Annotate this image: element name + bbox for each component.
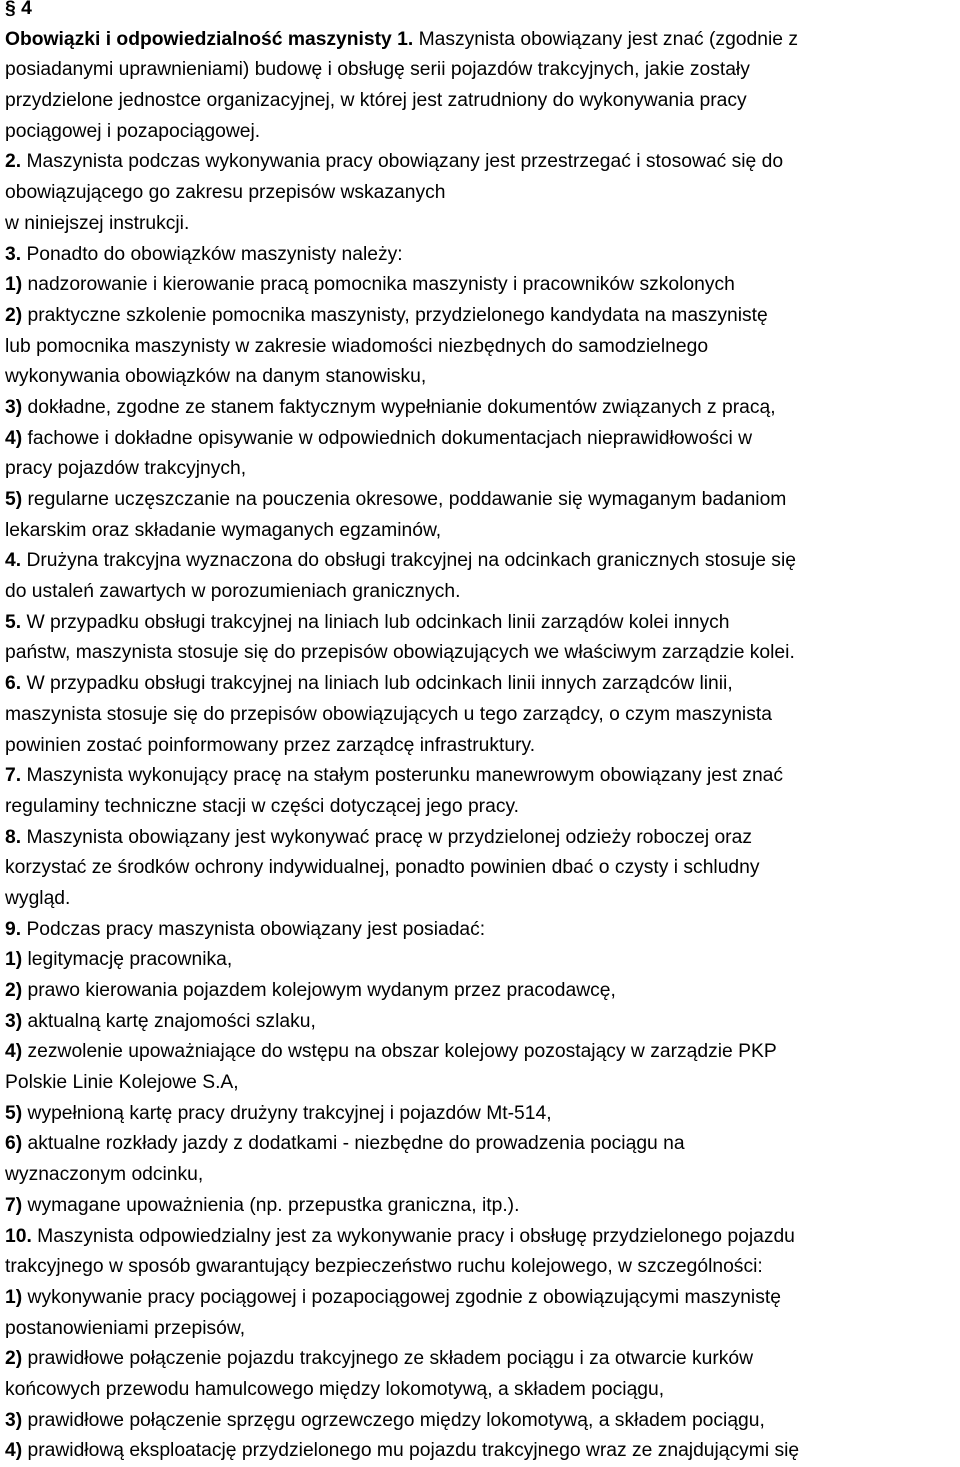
text-run: lekarskim oraz składanie wymaganych egzaminów, [5,519,442,541]
text-line [5,25,957,56]
text-run: maszynista stosuje się do przepisów obowiązujących u tego zarządcy, o czym maszynista [5,703,772,725]
text-line [5,362,957,393]
text-run: prawidłowe połączenie pojazdu trakcyjnego ze składem pociągu i za otwarcie kurków [22,1348,754,1370]
text-run: trakcyjnego w sposób gwarantujący bezpieczeństwo ruchu kolejowego, w szczególności: [5,1256,763,1278]
text-run: powinien zostać poinformowany przez zarządcę infrastruktury. [5,734,536,756]
text-line [5,1129,957,1160]
bold-text-run: 3) [5,1409,23,1431]
text-line [5,301,957,332]
text-run: wykonywanie pracy pociągowej i pozapociągowej zgodnie z obowiązującymi maszynistę [22,1286,781,1308]
text-run: zezwolenie upoważniające do wstępu na obszar kolejowy pozostający w zarządzie PKP [22,1041,777,1063]
text-line [5,546,957,577]
text-run: państw, maszynista stosuje się do przepisów obowiązujących we właściwym zarządzie kolei. [5,642,795,664]
text-line [5,884,957,915]
text-line [5,55,957,86]
text-line [5,823,957,854]
bold-text-run: 3) [5,1010,23,1032]
bold-text-run: 3. [5,243,22,265]
bold-text-run: 5. [5,611,22,633]
text-run: Maszynista wykonujący pracę na stałym posterunku manewrowym obowiązany jest znać [21,765,784,787]
bold-text-run: 1) [5,274,23,296]
text-line [5,178,957,209]
text-line [5,1222,957,1253]
text-run: wymagane upoważnienia (np. przepustka graniczna, itp.). [22,1194,520,1216]
text-line [5,669,957,700]
text-line [5,1283,957,1314]
text-run: postanowieniami przepisów, [5,1317,246,1339]
text-run: regulaminy techniczne stacji w części dotyczącej jego pracy. [5,795,520,817]
text-run: wygląd. [5,887,71,909]
text-line [5,1007,957,1038]
text-run: dokładne, zgodne ze stanem faktycznym wypełnianie dokumentów związanych z pracą, [22,396,776,418]
bold-text-run: 5) [5,489,23,510]
text-run: w niniejszej instrukcji. [5,212,190,234]
text-run: Drużyna trakcyjna wyznaczona do obsługi trakcyjnej na odcinkach granicznych stosuje się [21,550,796,572]
text-line [5,853,957,884]
text-line [5,270,957,301]
text-run: Maszynista obowiązany jest wykonywać pracę w przydzielonej odzieży roboczej oraz [21,826,752,848]
text-line [5,424,957,455]
text-line [5,1406,957,1437]
bold-text-run: 8. [5,826,22,848]
text-run: wyznaczonym odcinku, [5,1164,204,1186]
text-line [5,117,957,148]
text-line [5,761,957,792]
text-line [5,393,957,424]
bold-text-run: 4. [5,550,22,572]
text-run: aktualne rozkłady jazdy z dodatkami - niezbędne do prowadzenia pociągu na [22,1133,685,1155]
bold-text-run: 10. [5,1225,32,1247]
text-line [5,945,957,976]
bold-text-run: 2) [5,304,23,326]
text-run: W przypadku obsługi trakcyjnej na liniach lub odcinkach linii innych zarządców linii, [21,673,733,695]
text-run: końcowych przewodu hamulcowego między lokomotywą, a składem pociągu, [5,1378,665,1400]
bold-text-run: 7) [5,1194,23,1216]
bold-text-run: 5) [5,1102,23,1124]
bold-text-run: Obowiązki i odpowiedzialność maszynisty 1. [5,28,414,50]
text-line [5,638,957,669]
text-run: prawidłową eksploatację przydzielonego mu pojazdu trakcyjnego wraz ze znajdującymi się [22,1440,800,1462]
bold-text-run: 2) [5,1348,23,1370]
text-run: pociągowej i pozapociągowej. [5,120,261,142]
text-run: pracy pojazdów trakcyjnych, [5,458,247,480]
bold-text-run: § 4 [5,0,32,19]
text-run: fachowe i dokładne opisywanie w odpowiednich dokumentacjach nieprawidłowości w [22,427,753,449]
text-run: wypełnioną kartę pracy drużyny trakcyjnej i pojazdów Mt-514, [22,1102,552,1124]
text-line [5,86,957,117]
text-run: regularne uczęszczanie na pouczenia okresowe, poddawanie się wymaganym badaniom [22,489,787,510]
text-line [5,1344,957,1375]
text-line [5,1068,957,1099]
text-run: W przypadku obsługi trakcyjnej na liniach lub odcinkach linii zarządów kolei innych [21,611,730,633]
text-run: posiadanymi uprawnieniami) budowę i obsługę serii pojazdów trakcyjnych, jakie zostały [5,59,750,81]
text-line [5,1037,957,1068]
text-line [5,1436,957,1467]
bold-text-run: 6. [5,673,22,695]
text-line [5,792,957,823]
text-line [5,1252,957,1283]
text-line [5,1191,957,1222]
text-run: Maszynista podczas wykonywania pracy obowiązany jest przestrzegać i stosować się do [21,151,784,173]
text-line [5,240,957,271]
text-run: Maszynista odpowiedzialny jest za wykonywanie pracy i obsługę przydzielonego pojazdu [31,1225,795,1247]
bold-text-run: 1) [5,949,23,971]
text-run: do ustaleń zawartych w porozumieniach granicznych. [5,581,461,603]
document-text [5,0,957,1467]
bold-text-run: 9. [5,918,22,940]
text-run: Maszynista obowiązany jest znać (zgodnie z [413,28,798,50]
text-run: wykonywania obowiązków na danym stanowisku, [5,366,427,388]
text-line [5,731,957,762]
bold-text-run: 2. [5,151,22,173]
text-run: Ponadto do obowiązków maszynisty należy: [21,243,403,265]
text-run: legitymację pracownika, [22,949,233,971]
text-run: obowiązującego go zakresu przepisów wskazanych [5,182,446,204]
text-run: prawidłowe połączenie sprzęgu ogrzewczego między lokomotywą, a składem pociągu, [22,1409,765,1431]
text-line [5,454,957,485]
text-line [5,516,957,547]
text-line [5,147,957,178]
bold-text-run: 4) [5,1440,23,1462]
text-run: prawo kierowania pojazdem kolejowym wydanym przez pracodawcę, [22,980,616,1001]
text-line [5,700,957,731]
text-run: Podczas pracy maszynista obowiązany jest posiadać: [21,918,486,940]
text-run: lub pomocnika maszynisty w zakresie wiadomości niezbędnych do samodzielnego [5,335,709,357]
text-run: aktualną kartę znajomości szlaku, [22,1010,316,1032]
text-line [5,1099,957,1130]
bold-text-run: 4) [5,1041,23,1063]
section-heading [5,0,957,25]
text-line [5,577,957,608]
text-line [5,1160,957,1191]
bold-text-run: 4) [5,427,23,449]
bold-text-run: 3) [5,396,23,418]
text-run: Polskie Linie Kolejowe S.A, [5,1072,239,1094]
text-line [5,608,957,639]
bold-text-run: 7. [5,765,22,787]
text-run: korzystać ze środków ochrony indywidualnej, ponadto powinien dbać o czysty i schludny [5,857,760,879]
text-run: przydzielone jednostce organizacyjnej, w której jest zatrudniony do wykonywania pracy [5,90,747,112]
text-run: praktyczne szkolenie pomocnika maszynisty, przydzielonego kandydata na maszynistę [22,304,768,326]
text-run: nadzorowanie i kierowanie pracą pomocnika maszynisty i pracowników szkolonych [22,274,735,296]
bold-text-run: 1) [5,1286,23,1308]
text-line [5,332,957,363]
bold-text-run: 6) [5,1133,23,1155]
text-line [5,485,957,516]
text-line [5,1314,957,1345]
text-line [5,976,957,1007]
bold-text-run: 2) [5,980,23,1001]
text-line [5,1375,957,1406]
text-line [5,915,957,946]
text-line [5,209,957,240]
